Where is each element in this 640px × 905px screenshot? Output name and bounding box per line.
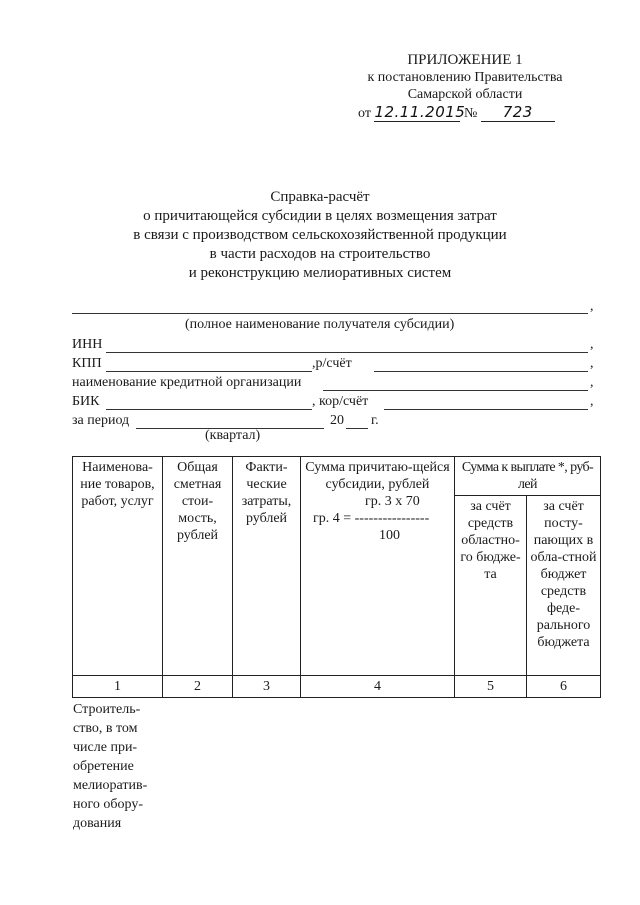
recipient-name-line[interactable]: [72, 313, 588, 314]
subsidy-formula: [303, 493, 452, 544]
appendix-header: [345, 52, 585, 103]
bank-label: наименование кредитной организации: [72, 375, 302, 390]
account-comma: ,: [590, 356, 594, 371]
handwritten-date: 12.11.2015: [374, 103, 466, 121]
document-title: [100, 188, 540, 283]
title-line-3: в связи с производством сельскохозяйственной продукции: [133, 227, 507, 243]
period-label: за период: [72, 413, 130, 428]
appendix-title: ПРИЛОЖЕНИЕ 1: [407, 52, 523, 68]
col-header-payment-group: Сумма к выплате *, руб-лей: [455, 457, 601, 496]
recipient-caption: (полное наименование получателя субсидии): [185, 317, 455, 332]
account-field-line[interactable]: [374, 371, 588, 372]
bik-label: БИК: [72, 394, 100, 409]
title-line-4: в части расходов на строительство: [209, 246, 431, 262]
col-header-subsidy: [301, 457, 455, 676]
handwritten-number: 723: [481, 103, 555, 122]
corr-account-field-line[interactable]: [384, 409, 588, 410]
row-construction-label: Строитель-ство, в том числе при-обретение мелиоратив-ного обору-дования: [73, 702, 148, 831]
col-header-regional: за счёт средств областно-го бюдже-та: [455, 496, 527, 676]
appendix-line2: Самарской области: [407, 87, 523, 102]
subsidy-title: Сумма причитаю-щейся субсидии, рублей: [305, 460, 450, 492]
appendix-date-number: [358, 103, 555, 122]
col-number-1: 1: [73, 676, 163, 698]
col-number-3: 3: [233, 676, 301, 698]
col-number-4: 4: [301, 676, 455, 698]
title-line-5: и реконструкцию мелиоративных систем: [188, 265, 452, 281]
inn-field-line[interactable]: [106, 352, 588, 353]
corr-account-label: , кор/счёт: [312, 394, 369, 409]
formula-line: гр. 4 = ----------------: [313, 511, 430, 526]
bik-field-line[interactable]: [106, 409, 312, 410]
col-header-actual-costs: Факти-ческие затраты, рублей: [233, 457, 301, 676]
number-prefix: №: [463, 106, 478, 121]
formula-numerator: гр. 3 х 70: [365, 494, 420, 509]
account-label: ,р/счёт: [312, 356, 352, 371]
col-number-2: 2: [163, 676, 233, 698]
bank-comma: ,: [590, 375, 594, 390]
kpp-field-line[interactable]: [106, 371, 312, 372]
date-prefix: от: [358, 106, 371, 121]
col-header-federal: за счёт посту-пающих в обла-стной бюджет средств феде-рального бюджета: [527, 496, 601, 676]
year-prefix: 20: [330, 413, 344, 428]
bank-field-line[interactable]: [323, 390, 588, 391]
subsidy-table: [72, 456, 601, 698]
inn-label: ИНН: [72, 337, 103, 352]
recipient-comma: ,: [590, 299, 594, 314]
col-header-name: Наименова-ние товаров, работ, услуг: [73, 457, 163, 676]
corr-account-comma: ,: [590, 394, 594, 409]
table-number-row: [73, 676, 601, 698]
col-header-total-cost: Общая сметная стои-мость, рублей: [163, 457, 233, 676]
col-number-6: 6: [527, 676, 601, 698]
quarter-caption: (квартал): [205, 428, 261, 443]
table-header-row: [73, 457, 601, 496]
year-field-line[interactable]: [346, 428, 368, 429]
title-line-1: Справка-расчёт: [270, 189, 370, 205]
year-suffix: г.: [371, 413, 379, 428]
appendix-line1: к постановлению Правительства: [367, 70, 563, 85]
formula-denominator: 100: [379, 528, 400, 543]
kpp-label: КПП: [72, 356, 102, 371]
col-number-5: 5: [455, 676, 527, 698]
title-line-2: о причитающейся субсидии в целях возмещения затрат: [143, 208, 497, 224]
inn-comma: ,: [590, 337, 594, 352]
